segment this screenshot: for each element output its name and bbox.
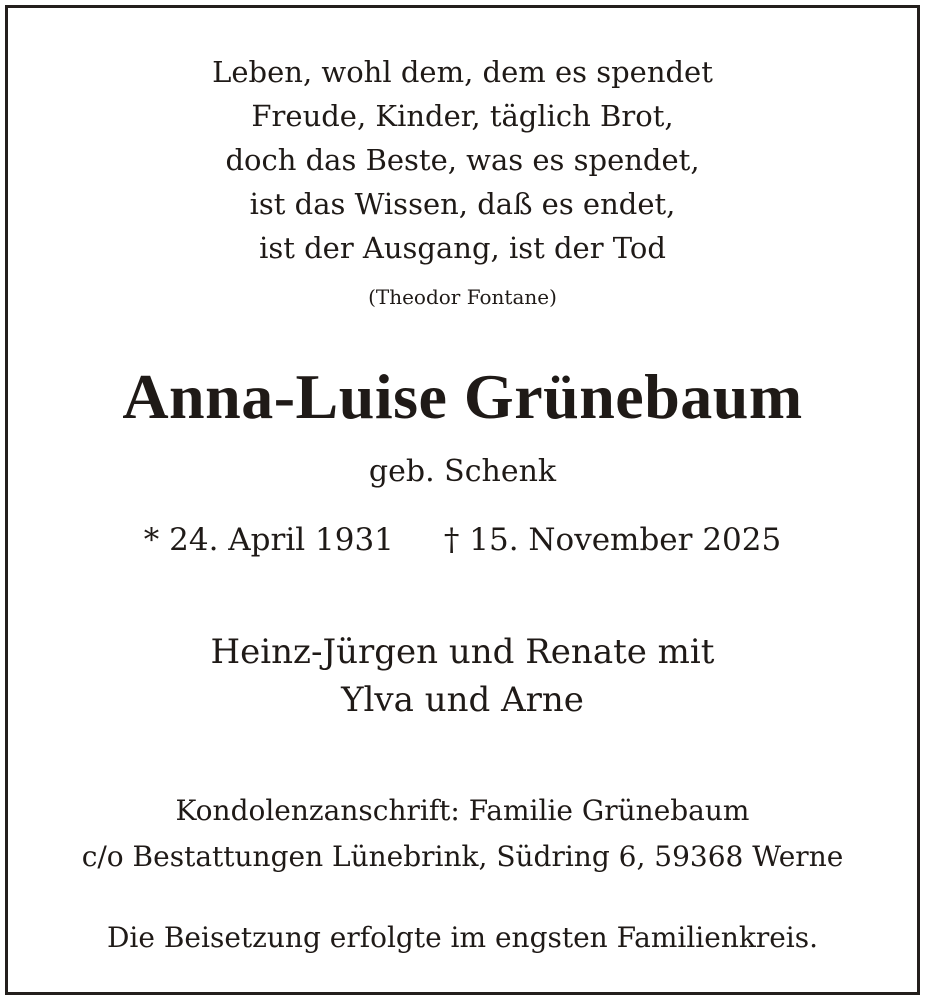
mourners-line: Heinz-Jürgen und Renate mit (210, 632, 715, 672)
poem (0, 50, 925, 270)
birth-date: * 24. April 1931 (143, 522, 394, 558)
condolence-line: Kondolenzanschrift: Familie Grünebaum (175, 794, 750, 827)
death-date: † 15. November 2025 (443, 522, 782, 558)
deceased-name: Anna-Luise Grünebaum (122, 361, 803, 432)
poem-line: doch das Beste, was es spendet, (225, 143, 700, 177)
mourners (0, 628, 925, 724)
burial-note: Die Beisetzung erfolgte im engsten Familienkreis. (106, 921, 819, 954)
poem-line: Leben, wohl dem, dem es spendet (212, 55, 713, 89)
poem-line: ist der Ausgang, ist der Tod (259, 231, 666, 265)
condolence-line: c/o Bestattungen Lünebrink, Südring 6, 59368 Werne (81, 840, 844, 873)
poem-line: ist das Wissen, daß es endet, (249, 187, 676, 221)
poem-line: Freude, Kinder, täglich Brot, (251, 99, 674, 133)
life-dates (0, 520, 925, 560)
poem-author: (Theodor Fontane) (368, 285, 557, 309)
condolence-address (0, 788, 925, 880)
maiden-name: geb. Schenk (368, 454, 557, 489)
mourners-line: Ylva und Arne (341, 680, 584, 720)
